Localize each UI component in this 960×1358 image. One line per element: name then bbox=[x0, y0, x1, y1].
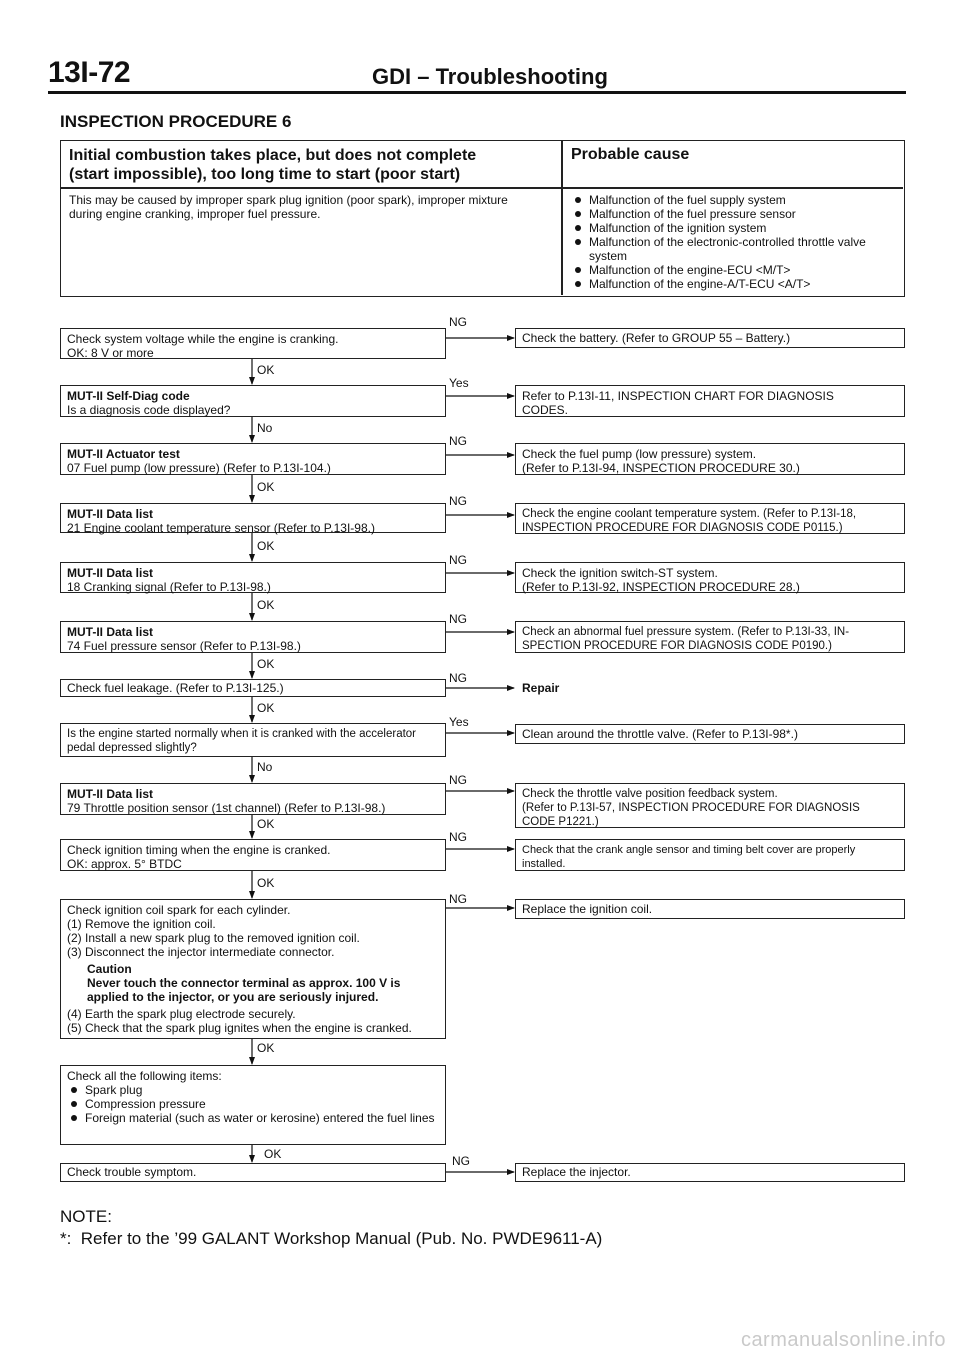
result-box-coolant-system: Check the engine coolant temperature system. (Refer to P.13I-18, INSPECTION PROCEDURE FOR DIAGNOSIS CODE P0115.) bbox=[515, 503, 905, 534]
caution-block: Caution Never touch the connector terminal as approx. 100 V is applied to the injector, or you are seriously injured. bbox=[87, 962, 401, 1004]
branch-label: NG bbox=[449, 671, 467, 685]
check-box-throttle-sensor: MUT-II Data list 79 Throttle position sensor (1st channel) (Refer to P.13I-98.) bbox=[60, 783, 446, 815]
result-box-fuel-pressure-system: Check an abnormal fuel pressure system. (Refer to P.13I-33, IN- SPECTION PROCEDURE FOR DIAGNOSIS CODE P0190.) bbox=[515, 621, 905, 653]
branch-label: NG bbox=[449, 494, 467, 508]
check-item: Spark plug bbox=[67, 1083, 439, 1097]
cause-heading: Probable cause bbox=[571, 146, 690, 163]
result-box-ignition-switch: Check the ignition switch-ST system. (Refer to P.13I-92, INSPECTION PROCEDURE 28.) bbox=[515, 562, 905, 593]
branch-label: NG bbox=[449, 315, 467, 329]
page-number: 13I-72 bbox=[48, 56, 131, 89]
result-box-replace-coil: Replace the ignition coil. bbox=[515, 899, 905, 919]
check-item: Compression pressure bbox=[67, 1097, 439, 1111]
down-label: OK bbox=[257, 701, 275, 715]
check-box-ignition-timing: Check ignition timing when the engine is cranked. OK: approx. 5° BTDC bbox=[60, 839, 446, 871]
result-box-diag-chart: Refer to P.13I-11, INSPECTION CHART FOR DIAGNOSIS CODES. bbox=[515, 385, 905, 417]
page-header-title: GDI – Troubleshooting bbox=[372, 64, 608, 89]
check-box-trouble-symptom: Check trouble symptom. bbox=[60, 1163, 446, 1182]
cause-item: Malfunction of the engine-ECU <M/T> bbox=[571, 263, 901, 277]
symptom-heading: Initial combustion takes place, but does not complete (start impossible), too long time to start (poor start) bbox=[69, 147, 477, 183]
check-box-actuator-test: MUT-II Actuator test 07 Fuel pump (low pressure) (Refer to P.13I-104.) bbox=[60, 443, 446, 475]
check-box-fuel-leakage: Check fuel leakage. (Refer to P.13I-125.) bbox=[60, 679, 446, 697]
down-label: OK bbox=[257, 598, 275, 612]
cause-item: Malfunction of the electronic-controlled throttle valve system bbox=[571, 235, 901, 263]
branch-label: NG bbox=[449, 612, 467, 626]
down-label: OK bbox=[257, 1041, 275, 1055]
down-label: No bbox=[257, 421, 273, 435]
symptom-description: This may be caused by improper spark plug ignition (poor spark), improper mixture during engine cranking, improper fuel pressure. bbox=[69, 193, 508, 221]
check-box-cranking-signal: MUT-II Data list 18 Cranking signal (Refer to P.13I-98.) bbox=[60, 562, 446, 593]
check-box-voltage: Check system voltage while the engine is cranking. OK: 8 V or more bbox=[60, 328, 446, 359]
check-box-ignition-coil: Check ignition coil spark for each cylinder. (1) Remove the ignition coil. (2) Install a new spark plug to the removed ignition coil. (3) Disconnect the injector intermediate connector. Caution Never touch the connector terminal as approx. 100 V is applied to the injector, or you are seriously injured. (4) Earth the spark plug electrode securely. (5) Check that the spark plug ignites when the engine is cranked. bbox=[60, 899, 446, 1039]
down-label: No bbox=[257, 760, 273, 774]
branch-label: NG bbox=[452, 1154, 470, 1168]
cause-item: Malfunction of the engine-A/T-ECU <A/T> bbox=[571, 277, 901, 291]
down-label: OK bbox=[257, 657, 275, 671]
note-text: *: Refer to the ’99 GALANT Workshop Manual (Pub. No. PWDE9611-A) bbox=[60, 1229, 603, 1248]
check-box-fuel-pressure: MUT-II Data list 74 Fuel pressure sensor (Refer to P.13I-98.) bbox=[60, 621, 446, 653]
note-title: NOTE: bbox=[60, 1207, 112, 1226]
branch-label: NG bbox=[449, 892, 467, 906]
cause-item: Malfunction of the fuel pressure sensor bbox=[571, 207, 901, 221]
result-box-battery: Check the battery. (Refer to GROUP 55 – Battery.) bbox=[515, 328, 905, 348]
result-box-fuel-pump: Check the fuel pump (low pressure) system. (Refer to P.13I-94, INSPECTION PROCEDURE 30.) bbox=[515, 443, 905, 475]
cause-item: Malfunction of the fuel supply system bbox=[571, 193, 901, 207]
result-box-throttle-clean: Clean around the throttle valve. (Refer to P.13I-98*.) bbox=[515, 724, 905, 744]
check-box-coolant-temp: MUT-II Data list 21 Engine coolant temperature sensor (Refer to P.13I-98.) bbox=[60, 503, 446, 533]
down-label: OK bbox=[257, 817, 275, 831]
watermark-text: carmanualsonline.info bbox=[740, 1329, 946, 1351]
down-label: OK bbox=[257, 480, 275, 494]
procedure-title: INSPECTION PROCEDURE 6 bbox=[60, 112, 292, 131]
down-label: OK bbox=[257, 876, 275, 890]
result-box-replace-injector: Replace the injector. bbox=[515, 1163, 905, 1182]
branch-label: NG bbox=[449, 773, 467, 787]
branch-label: NG bbox=[449, 830, 467, 844]
branch-label: NG bbox=[449, 434, 467, 448]
result-box-crank-sensor: Check that the crank angle sensor and timing belt cover are properly installed. bbox=[515, 839, 905, 871]
result-repair: Repair bbox=[522, 681, 560, 695]
check-box-all-items: Check all the following items: Spark plug Compression pressure Foreign material (such as water or kerosine) entered the fuel lines bbox=[60, 1065, 446, 1145]
result-box-throttle-feedback: Check the throttle valve position feedback system. (Refer to P.13I-57, INSPECTION PROCEDURE FOR DIAGNOSIS CODE P1221.) bbox=[515, 783, 905, 828]
cause-item: Malfunction of the ignition system bbox=[571, 221, 901, 235]
check-item: Foreign material (such as water or kerosine) entered the fuel lines bbox=[67, 1111, 439, 1125]
branch-label: Yes bbox=[449, 376, 469, 390]
branch-label: NG bbox=[449, 553, 467, 567]
branch-label: Yes bbox=[449, 715, 469, 729]
check-box-self-diag: MUT-II Self-Diag code Is a diagnosis code displayed? bbox=[60, 385, 446, 417]
down-label: OK bbox=[264, 1147, 282, 1161]
check-box-accelerator: Is the engine started normally when it is cranked with the accelerator pedal depressed slightly? bbox=[60, 723, 446, 757]
down-label: OK bbox=[257, 363, 275, 377]
down-label: OK bbox=[257, 539, 275, 553]
